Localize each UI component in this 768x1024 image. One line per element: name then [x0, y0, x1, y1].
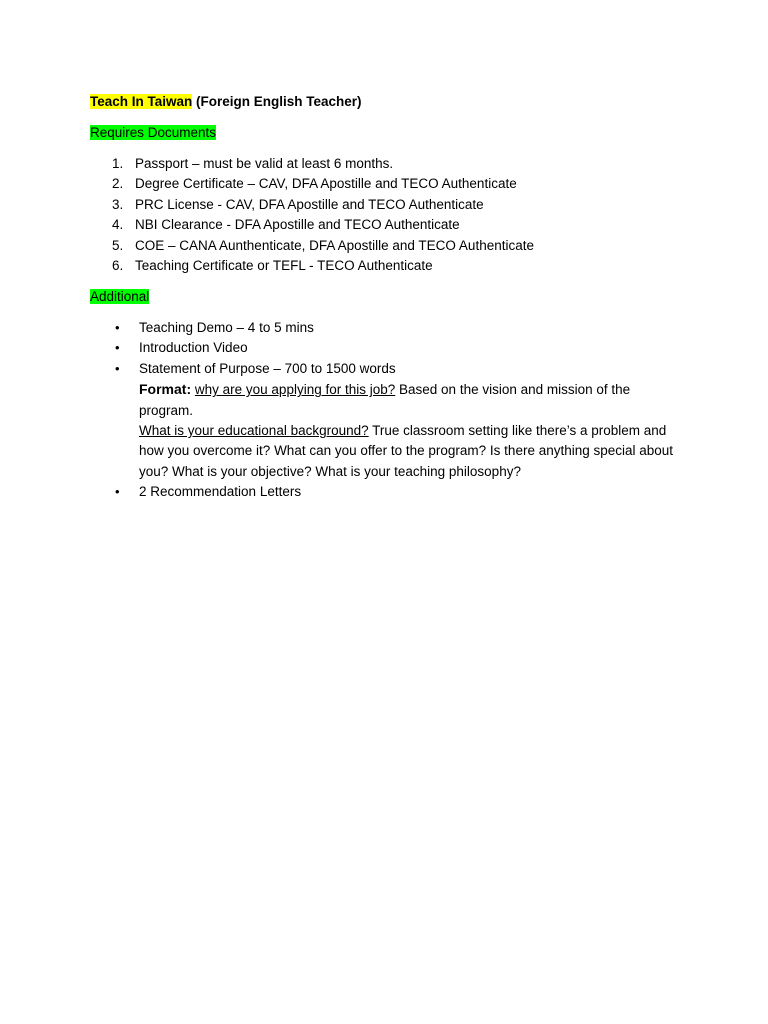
bullet-icon: •	[115, 320, 120, 335]
list-item-text: Passport – must be valid at least 6 months.	[135, 156, 394, 171]
list-item-text: Statement of Purpose – 700 to 1500 words	[139, 360, 396, 376]
format-block	[139, 379, 679, 482]
title-highlighted: Teach In Taiwan	[90, 94, 193, 109]
requires-heading-label: Requires Documents	[90, 125, 217, 140]
format-question-1: why are you applying for this job?	[194, 382, 396, 398]
list-number: 5.	[112, 237, 124, 253]
list-item-text: NBI Clearance - DFA Apostille and TECO Authenticate	[135, 217, 460, 233]
list-item	[90, 195, 690, 215]
requires-documents-list	[90, 154, 690, 276]
list-number: 2.	[112, 176, 124, 192]
document-title	[90, 92, 362, 112]
list-item-text: Introduction Video	[139, 340, 248, 356]
format-question-2: What is your educational background?	[139, 423, 369, 439]
requires-documents-heading	[90, 123, 216, 143]
list-item	[90, 359, 690, 482]
additional-list	[90, 318, 690, 503]
bullet-icon: •	[115, 360, 120, 376]
list-item	[90, 154, 690, 174]
format-answer-1: Based on the vision and mission of the program.	[139, 382, 631, 418]
list-item-text: Teaching Demo – 4 to 5 mins	[139, 320, 314, 335]
bullet-icon: •	[115, 340, 120, 356]
list-number: 1.	[112, 156, 124, 171]
format-label: Format:	[139, 381, 192, 398]
title-subtitle: (Foreign English Teacher)	[192, 94, 362, 109]
list-item	[90, 338, 690, 358]
format-answer-2: True classroom setting like there’s a problem and how you overcome it? What can you offer to the program? Is there anything special about you? What is your objective? What is your teaching philosophy?	[139, 423, 674, 479]
list-item-text: Degree Certificate – CAV, DFA Apostille and TECO Authenticate	[135, 176, 517, 192]
list-item	[90, 482, 690, 502]
bullet-icon: •	[115, 484, 120, 500]
list-item	[90, 215, 690, 235]
additional-heading-label: Additional	[90, 289, 150, 304]
list-number: 3.	[112, 196, 124, 212]
list-item-text: 2 Recommendation Letters	[139, 484, 302, 500]
list-item-text: Teaching Certificate or TEFL - TECO Authenticate	[135, 257, 433, 273]
list-item	[90, 256, 690, 276]
list-item	[90, 318, 690, 338]
list-item-text: COE – CANA Aunthenticate, DFA Apostille and TECO Authenticate	[135, 237, 534, 253]
list-number: 4.	[112, 217, 124, 233]
list-item	[90, 236, 690, 256]
list-item-text: PRC License - CAV, DFA Apostille and TECO Authenticate	[135, 196, 484, 212]
additional-heading	[90, 287, 149, 307]
list-item	[90, 174, 690, 194]
list-number: 6.	[112, 257, 124, 273]
